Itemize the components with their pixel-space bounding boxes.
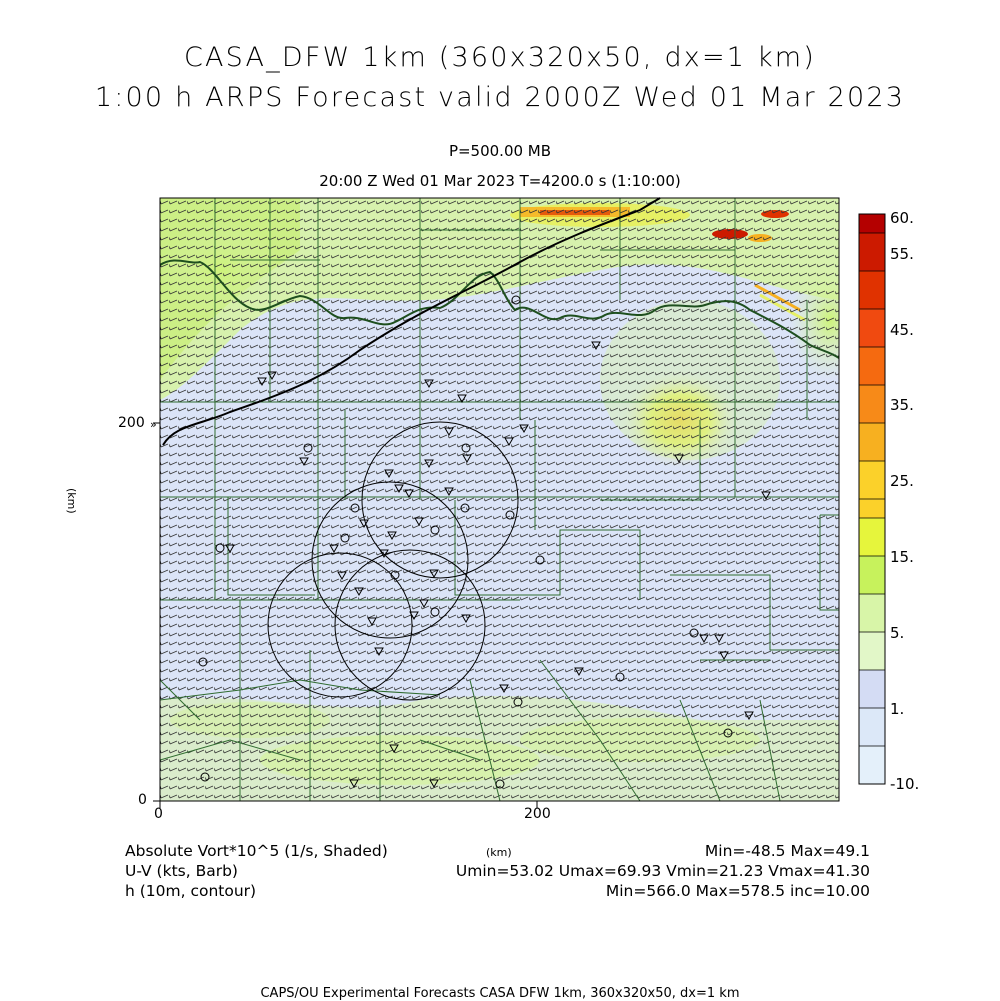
- legend-field-vorticity: Absolute Vort*10^5 (1/s, Shaded): [125, 842, 388, 860]
- y-tick-0: 0: [138, 792, 147, 808]
- legend-stats-height: Min=566.0 Max=578.5 inc=10.00: [605, 882, 870, 900]
- colorbar-label-1: 1.: [890, 700, 905, 718]
- map-title-line1: CASA_DFW 1km (360x320x50, dx=1 km): [183, 42, 817, 73]
- valid-time-label: 20:00 Z Wed 01 Mar 2023 T=4200.0 s (1:10:00): [319, 172, 681, 190]
- colorbar-label-15: 15.: [890, 548, 914, 566]
- map-title-line2: 1:00 h ARPS Forecast valid 2000Z Wed 01 Mar 2023: [94, 82, 906, 113]
- colorbar-label-5: 5.: [890, 624, 905, 642]
- legend-field-wind: U-V (kts, Barb): [125, 862, 238, 880]
- x-tick-0: 0: [154, 806, 163, 822]
- colorbar-label-minus10: -10.: [890, 775, 920, 793]
- x-tick-200: 200: [524, 806, 551, 822]
- x-axis-label: (km): [486, 846, 512, 859]
- legend-stats-vorticity: Min=-48.5 Max=49.1: [704, 842, 870, 860]
- y-axis-label: (km): [65, 488, 78, 514]
- pressure-level-label: P=500.00 MB: [448, 142, 552, 160]
- credit-line: CAPS/OU Experimental Forecasts CASA DFW 1km, 360x320x50, dx=1 km: [260, 986, 740, 1001]
- vorticity-shading: [160, 198, 870, 801]
- wind-barb-field: [160, 198, 839, 801]
- colorbar-label-35: 35.: [890, 396, 914, 414]
- colorbar: [859, 214, 885, 784]
- colorbar-label-25: 25.: [890, 472, 914, 490]
- legend-field-height: h (10m, contour): [125, 882, 257, 900]
- y-tick-200: 200: [118, 415, 145, 431]
- colorbar-label-55: 55.: [890, 245, 914, 263]
- legend-stats-wind: Umin=53.02 Umax=69.93 Vmin=21.23 Vmax=41.30: [455, 862, 870, 880]
- colorbar-label-45: 45.: [890, 321, 914, 339]
- svg-text:»: »: [150, 418, 157, 431]
- colorbar-label-60: 60.: [890, 209, 914, 227]
